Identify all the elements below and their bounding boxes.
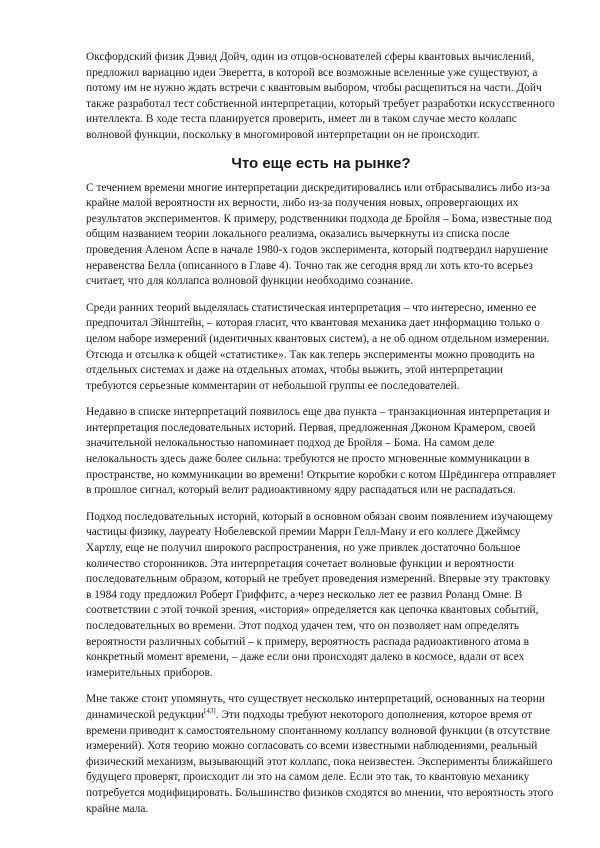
document-page xyxy=(86,50,556,828)
paragraph-text-before-footnote: Мне также стоит упомянуть, что существует несколько интерпретаций, основанных на теории динамической редукции xyxy=(86,693,545,721)
paragraph-transactional-interpretation: Недавно в списке интерпретаций появилось еще два пункта – транзакционная интерпретация и интерпретация последовательных историй. Первая, предложенная Джоном Крамером, своей значительной нелокальностью напоминает подход де Бройля – Бома. На самом деле нелокальность здесь даже более сильна: требуются не просто мгновенные коммуникации в пространстве, но коммуникации во времени! Открытие коробки с котом Шрёдингера отправляет в прошлое сигнал, который велит радиоактивному ядру распадаться или не распадаться. xyxy=(86,406,556,497)
section-heading: Что еще есть на рынке? xyxy=(231,154,411,172)
paragraph-text-after-footnote: . Эти подходы требуют некоторого дополнения, которое время от времени приводит к самостоятельному спонтанному коллапсу волновой функции (в отсутствие измерений). Хотя теорию можно согласовать со всеми известными наблюдениями, реальный физический механизм, вызывающий этот коллапс, пока неизвестен. Эксперименты ближайшего будущего проверят, происходит ли это на самом деле. Если это так, то квантовую механику потребуется модифицировать. Большинство физиков сходятся во мнении, что вероятность этого крайне мала. xyxy=(86,708,554,815)
paragraph-dynamical-reduction xyxy=(86,692,556,817)
paragraph-consistent-histories: Подход последовательных историй, который в основном обязан своим появлением изучающему частицы физику, лауреату Нобелевской премии Марри Гелл-Ману и его коллеге Джеймсу Хартлу, еще не получил широкого распространения, но уже привлек достаточно большое количество сторонников. Эта интерпретация сочетает волновые функции и вероятности последовательным образом, который не требует проведения измерений. Впервые эту трактовку в 1984 году предложил Роберт Гриффитс, а через несколько лет ее развил Роланд Омне. В соответствии с этой точкой зрения, «история» определяется как цепочка квантовых событий, последовательных во времени. Этот подход удачен тем, что он позволяет нам определять вероятности различных событий – к примеру, вероятность распада радиоактивного атома в конкретный момент времени, – даже если они происходят далеко в космосе, вдали от всех измерительных приборов. xyxy=(86,510,554,679)
paragraph-statistical-interpretation: Среди ранних теорий выделялась статистическая интерпретация – что интересно, именно ее предпочитал Эйнштейн, – которая гласит, что квантовая механика дает информацию только о целом наборе измерений (идентичных квантовых систем), а не об одном отдельном измерении. Отсюда и отсылка к общей «статистике». Так как теперь эксперименты можно проводить на отдельных системах и даже на отдельных атомах, чтобы выжить, этой интерпретации требуются серьезные комментарии от небольшой группы ее последователей. xyxy=(86,301,550,392)
footnote-reference[interactable]: [43] xyxy=(203,707,216,716)
paragraph-deutsch: Оксфордский физик Дэвид Дойч, один из отцов-основателей сферы квантовых вычислений, предложил вариацию идеи Эверетта, в которой все возможные вселенные уже существуют, а потому им не нужно ждать встречи с квантовым выбором, чтобы расщепиться на части. Дойч также разработал тест собственной интерпретации, который требует разработки искусственного интеллекта. В ходе теста планируется проверить, имеет ли в таком случае место коллапс волновой функции, поскольку в многомировой интерпретации он не происходит. xyxy=(86,51,555,141)
paragraph-discredited-interpretations: С течением времени многие интерпретации дискредитировались или отбрасывались либо из-за крайне малой вероятности их верности, либо из-за получения новых, опровергающих их результатов экспериментов. К примеру, родственники подхода де Бройля – Бома, известные под общим названием теории локального реализма, оказались вычеркнуты из списка после проведения Аленом Аспе в начале 1980-х годов эксперимента, который подтвердил нарушение неравенства Белла (описанного в Главе 4). Точно так же сегодня вряд ли хоть кто-то всерьез считает, что для коллапса волновой функции необходимо сознание. xyxy=(86,181,552,288)
